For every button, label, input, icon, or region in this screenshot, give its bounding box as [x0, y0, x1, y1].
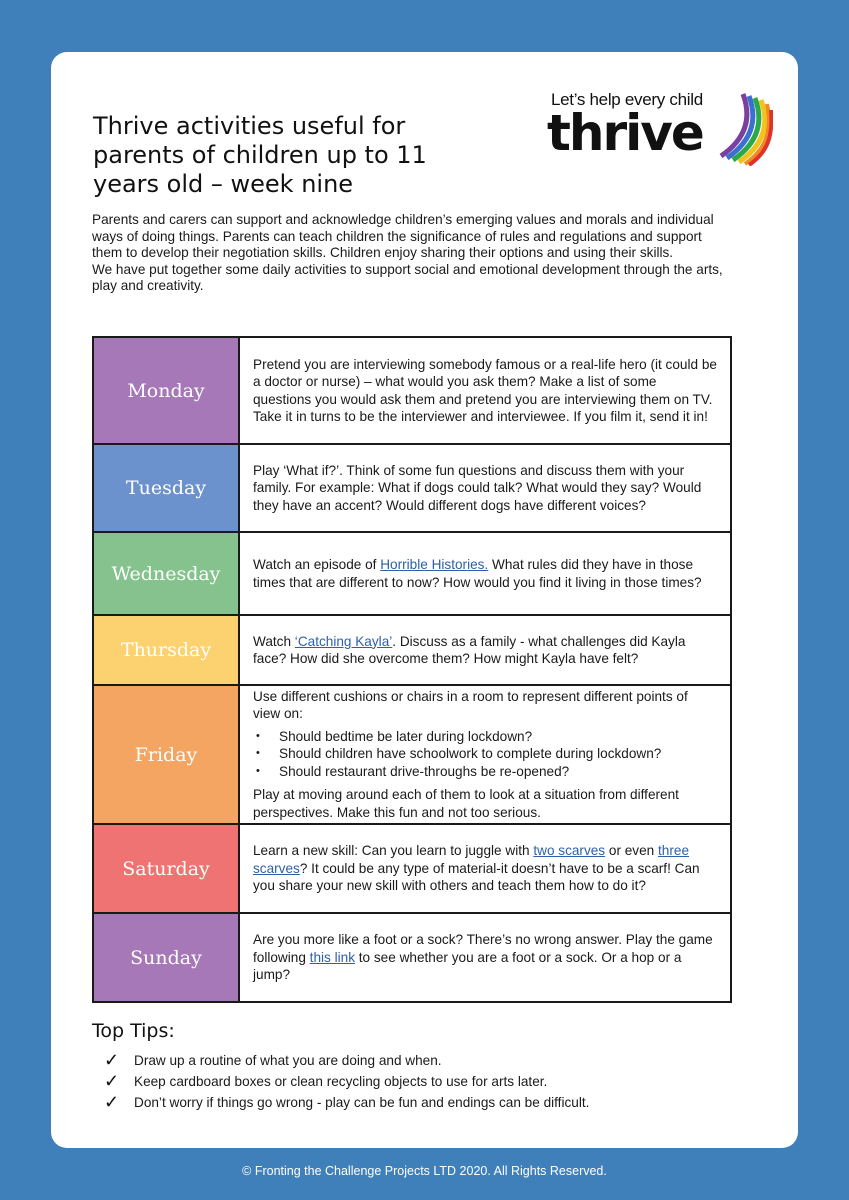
- day-row-thursday: [93, 615, 731, 685]
- checkmark-icon: ✓: [104, 1050, 120, 1070]
- list-item: ✓ Don’t worry if things go wrong - play can be fun and endings can be difficult.: [104, 1092, 590, 1112]
- list-item: • Should restaurant drive-throughs be re-opened?: [253, 763, 718, 780]
- intro-text: [92, 212, 732, 295]
- logo-wordmark: thrive: [547, 104, 703, 162]
- horrible-histories-link[interactable]: Horrible Histories.: [380, 557, 489, 573]
- day-label-saturday: Saturday: [93, 824, 239, 913]
- weekly-activities-table: [92, 336, 732, 1003]
- day-row-tuesday: [93, 444, 731, 532]
- checkmark-icon: ✓: [104, 1071, 120, 1091]
- activity-saturday: Learn a new skill: Can you learn to juggle with two scarves or even three scarves? It could be any type of material-it doesn’t have to be a scarf! Can you share your new skill with others and teach them how to do it?: [239, 824, 731, 913]
- activity-monday: Pretend you are interviewing somebody famous or a real-life hero (it could be a doctor or nurse) – what would you ask them? Make a list of some questions you would ask them and pretend you are interviewing them on TV. Take it in turns to be the interviewer and interviewee. If you film it, send it in!: [239, 337, 731, 444]
- copyright-footer: © Fronting the Challenge Projects LTD 2020. All Rights Reserved.: [242, 1164, 607, 1178]
- page-title: Thrive activities useful for parents of children up to 11 years old – week nine: [93, 112, 427, 198]
- three-scarves-link[interactable]: three scarves: [253, 843, 689, 876]
- friday-outro: Play at moving around each of them to look at a situation from different perspectives. Make this fun and not too serious.: [253, 787, 679, 820]
- activity-sunday: Are you more like a foot or a sock? There’s no wrong answer. Play the game following this link to see whether you are a foot or a sock. Or a hop or a jump?: [239, 913, 731, 1002]
- day-label-wednesday: Wednesday: [93, 532, 239, 615]
- intro-paragraph: Parents and carers can support and acknowledge children’s emerging values and morals and individual ways of doing things. Parents can teach children the significance of rules and regulations and support them to develop their negotiation skills. Children enjoy sharing their options and using their skills.: [92, 212, 714, 261]
- catching-kayla-link[interactable]: ‘Catching Kayla’: [294, 633, 393, 649]
- page-card: [51, 52, 798, 1148]
- foot-or-sock-link[interactable]: this link: [309, 949, 355, 965]
- day-row-sunday: [93, 913, 731, 1002]
- list-item: • Should children have schoolwork to complete during lockdown?: [253, 745, 718, 762]
- logo-tagline: Let’s help every child: [551, 90, 703, 109]
- day-row-saturday: [93, 824, 731, 913]
- activity-friday: [239, 685, 731, 824]
- list-item: ✓ Draw up a routine of what you are doing and when.: [104, 1050, 442, 1070]
- day-label-tuesday: Tuesday: [93, 444, 239, 532]
- friday-intro: Use different cushions or chairs in a room to represent different points of view on:: [253, 689, 688, 722]
- top-tips-list: [104, 1050, 589, 1113]
- list-item: ✓ Keep cardboard boxes or clean recycling objects to use for arts later.: [104, 1071, 548, 1091]
- day-label-thursday: Thursday: [93, 615, 239, 685]
- thrive-logo: [547, 90, 767, 170]
- activity-wednesday: Watch an episode of Horrible Histories. What rules did they have in those times that are different to now? How would you find it living in those times?: [239, 532, 731, 615]
- day-label-friday: Friday: [93, 685, 239, 824]
- friday-bullets: [253, 728, 718, 780]
- day-row-wednesday: [93, 532, 731, 615]
- list-item: • Should bedtime be later during lockdown?: [253, 728, 718, 745]
- day-label-monday: Monday: [93, 337, 239, 444]
- top-tips-heading: Top Tips:: [92, 1020, 175, 1042]
- day-row-friday: [93, 685, 731, 824]
- checkmark-icon: ✓: [104, 1092, 120, 1112]
- two-scarves-link[interactable]: two scarves: [533, 843, 606, 859]
- intro-paragraph: We have put together some daily activities to support social and emotional development through the arts, play and creativity.: [92, 261, 723, 294]
- day-label-sunday: Sunday: [93, 913, 239, 1002]
- rainbow-swirl-icon: [713, 86, 773, 166]
- activity-thursday: Watch ‘Catching Kayla’. Discuss as a family - what challenges did Kayla face? How did she overcome them? How might Kayla have felt?: [239, 615, 731, 685]
- activity-tuesday: Play ‘What if?’. Think of some fun questions and discuss them with your family. For example: What if dogs could talk? What would they say? Would they have an accent? Would different dogs have different voices?: [239, 444, 731, 532]
- day-row-monday: [93, 337, 731, 444]
